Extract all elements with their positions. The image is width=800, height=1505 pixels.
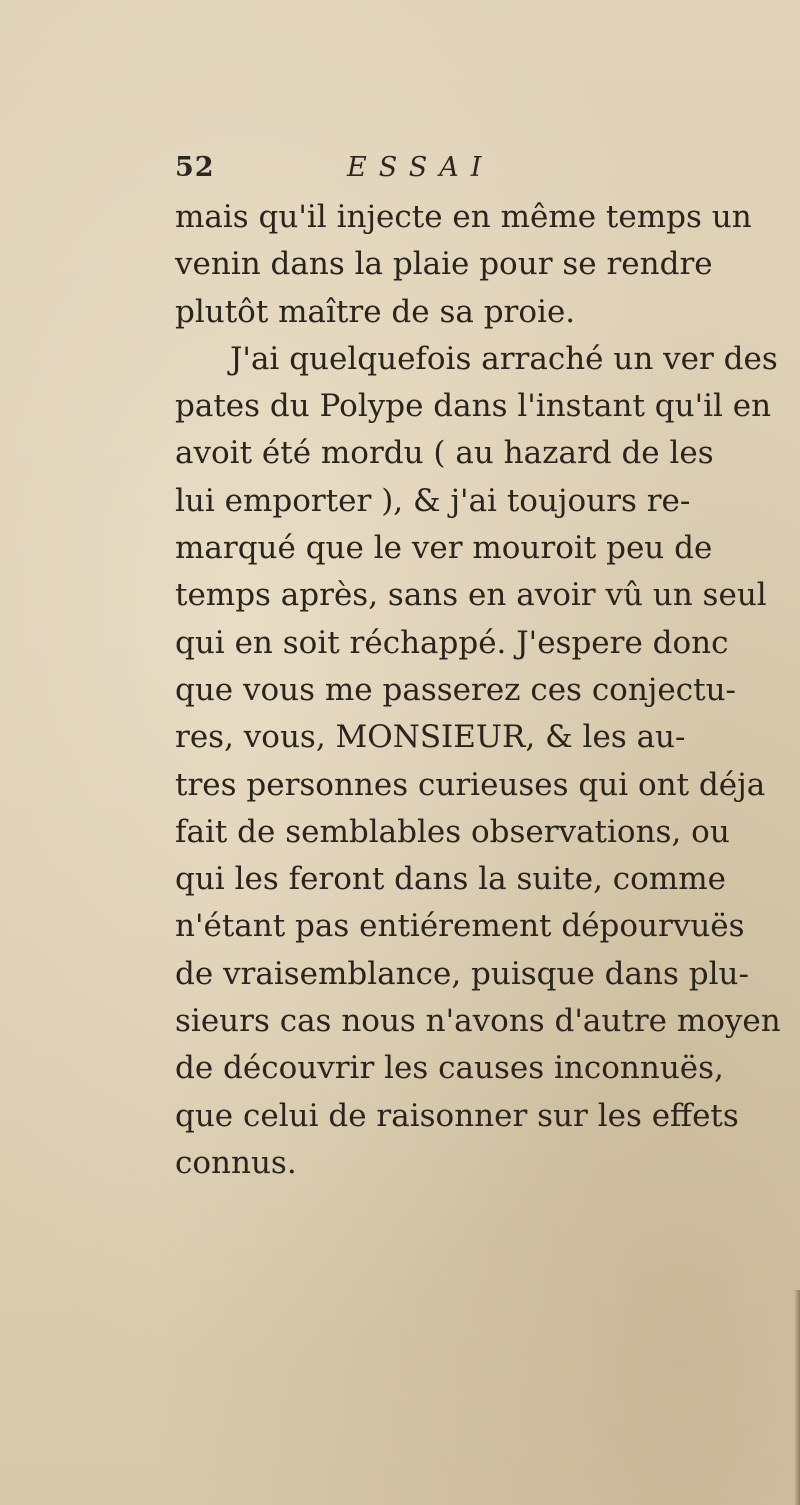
text-line: temps après, sans en avoir vû un seul	[175, 577, 767, 614]
text-line: venin dans la plaie pour se rendre	[175, 246, 713, 283]
text-line: qui les feront dans la suite, comme	[175, 861, 726, 898]
text-line: avoit été mordu ( au hazard de les	[175, 435, 714, 472]
text-line: pates du Polype dans l'instant qu'il en	[175, 388, 772, 425]
text-line: marqué que le ver mouroit peu de	[175, 530, 713, 567]
text-line: que celui de raisonner sur les effets	[175, 1097, 739, 1134]
text-line: res, vous, MONSIEUR, & les au-	[175, 719, 686, 756]
running-title: ESSAI	[347, 152, 494, 183]
text-line: lui emporter ), & j'ai toujours re-	[175, 482, 691, 519]
text-line: que vous me passerez ces conjectu-	[175, 671, 737, 708]
paragraph-start-line: J'ai quelquefois arraché un ver des	[230, 340, 778, 377]
page-edge-shadow	[794, 1290, 800, 1505]
running-header	[175, 152, 635, 192]
text-line: de vraisemblance, puisque dans plu-	[175, 955, 749, 992]
text-line: sieurs cas nous n'avons d'autre moyen	[175, 1003, 781, 1040]
text-line: qui en soit réchappé. J'espere donc	[175, 624, 729, 661]
text-line: connus.	[175, 1144, 297, 1181]
text-line: n'étant pas entiérement dépourvuës	[175, 908, 745, 945]
page-number: 52	[175, 152, 215, 183]
body-text	[175, 194, 795, 1187]
text-line: fait de semblables observations, ou	[175, 813, 730, 850]
text-line: mais qu'il injecte en même temps un	[175, 199, 752, 235]
text-line: plutôt maître de sa proie.	[175, 293, 576, 330]
text-line: de découvrir les causes inconnuës,	[175, 1050, 724, 1087]
text-line: tres personnes curieuses qui ont déja	[175, 766, 766, 803]
